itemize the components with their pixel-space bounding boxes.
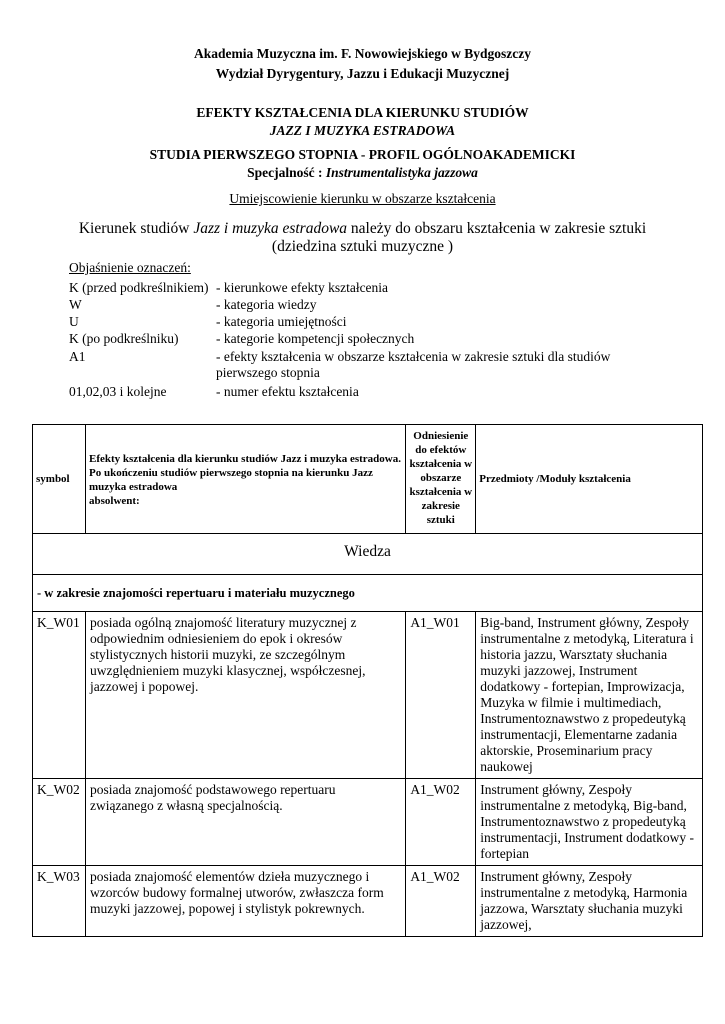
area-domain: (dziedzina sztuki muzyczne ) [271, 238, 454, 255]
header-subjects: Przedmioty /Moduły kształcenia [476, 425, 703, 534]
legend-item [69, 331, 636, 347]
section-title: Wiedza [33, 534, 703, 575]
legend-item [69, 384, 636, 400]
legend-value: - kierunkowe efekty kształcenia [216, 280, 389, 295]
legend-value: - kategorie kompetencji społecznych [216, 331, 415, 346]
legend-value: - kategoria umiejętności [216, 314, 347, 329]
row-reference: A1_W01 [406, 612, 476, 779]
row-effect: posiada znajomość elementów dzieła muzycznego i wzorców budowy formalnej utworów, zwłaszcza form muzyki jazzowej, popowej i stylistyk pokrewnych. [85, 866, 405, 937]
legend-item [69, 349, 621, 381]
row-subjects: Big-band, Instrument główny, Zespoły instrumentalne z metodyką, Literatura i historia jazzu, Warsztaty słuchania muzyki jazzowej, Instrument dodatkowy - fortepian, Improwizacja, Muzyka w filmie i multimediach, Instrumentoznawstwo z propedeutyką instrumentacji, Elementarne zadania aktorskie, Proseminarium pracy naukowej [476, 612, 703, 779]
area-statement [0, 220, 725, 256]
academy-name: Akademia Muzyczna im. F. Nowowiejskiego w Bydgoszczy [194, 46, 531, 61]
row-reference: A1_W02 [406, 779, 476, 866]
section-row [33, 534, 703, 575]
row-effect: posiada znajomość podstawowego repertuaru związanego z własną specjalnością. [85, 779, 405, 866]
area-suffix: należy do obszaru kształcenia w zakresie sztuki [347, 220, 647, 237]
legend-value: - numer efektu kształcenia [216, 384, 359, 399]
legend-value: - kategoria wiedzy [216, 297, 317, 312]
header-effects-line3: absolwent: [88, 495, 140, 507]
legend-key: 01,02,03 i kolejne [69, 384, 167, 399]
row-symbol: K_W01 [33, 612, 86, 779]
program-name: JAZZ I MUZYKA ESTRADOWA [269, 123, 456, 138]
legend-key: U [69, 314, 79, 329]
specialty-value: Instrumentalistyka jazzowa [325, 165, 478, 180]
table-row [33, 779, 703, 866]
header-effects [85, 425, 405, 534]
table-header-row [33, 425, 703, 534]
placement-text: Umiejscowienie kierunku w obszarze kształcenia [229, 191, 496, 206]
header-symbol: symbol [33, 425, 86, 534]
row-effect: posiada ogólną znajomość literatury muzycznej z odpowiednim odniesieniem do epok i okresów stylistycznych historii muzyki, ze szczególnym uwzględnieniem muzyki klasycznej, współczesnej, jazzowej i popowej. [85, 612, 405, 779]
document-title: EFEKTY KSZTAŁCENIA DLA KIERUNKU STUDIÓW [196, 105, 529, 120]
row-symbol: K_W02 [33, 779, 86, 866]
area-program: Jazz i muzyka estradowa [193, 220, 348, 237]
legend-item [69, 314, 636, 330]
legend-value: - efekty kształcenia w obszarze kształcenia w zakresie sztuki dla studiów pierwszego stopnia [216, 349, 611, 380]
subsection-title: - w zakresie znajomości repertuaru i materiału muzycznego [33, 575, 703, 612]
legend-key: K (przed podkreślnikiem) [69, 280, 209, 295]
study-level: STUDIA PIERWSZEGO STOPNIA - PROFIL OGÓLNOAKADEMICKI [149, 147, 576, 162]
row-subjects: Instrument główny, Zespoły instrumentalne z metodyką, Harmonia jazzowa, Warsztaty słuchania muzyki jazzowej, [476, 866, 703, 937]
table-row [33, 612, 703, 779]
subsection-row [33, 575, 703, 612]
table-row [33, 866, 703, 937]
legend-item [69, 280, 636, 296]
placement-heading [0, 191, 725, 207]
document-title-block [0, 104, 725, 164]
header-reference: Odniesienie do efektów kształcenia w obszarze kształcenia w zakresie sztuki [406, 425, 476, 534]
faculty-name: Wydział Dyrygentury, Jazzu i Edukacji Muzycznej [215, 66, 510, 81]
row-subjects: Instrument główny, Zespoły instrumentalne z metodyką, Big-band, Instrumentoznawstwo z propedeutyką instrumentacji, Instrument dodatkowy - fortepian [476, 779, 703, 866]
specialty-label: Specjalność : [247, 165, 326, 180]
document-header [0, 44, 725, 84]
row-symbol: K_W03 [33, 866, 86, 937]
area-prefix: Kierunek studiów [78, 220, 194, 237]
effects-table [32, 424, 703, 937]
legend-key: W [69, 297, 82, 312]
specialty [0, 165, 725, 181]
legend-key: A1 [69, 349, 86, 364]
legend-key: K (po podkreślniku) [69, 331, 179, 346]
legend-item [69, 297, 636, 313]
row-reference: A1_W02 [406, 866, 476, 937]
header-effects-line1: Efekty kształcenia dla kierunku studiów Jazz i muzyka estradowa. [88, 453, 401, 465]
legend-title: Objaśnienie oznaczeń: [69, 260, 191, 275]
header-effects-line2: Po ukończeniu studiów pierwszego stopnia na kierunku Jazz muzyka estradowa [88, 467, 373, 493]
